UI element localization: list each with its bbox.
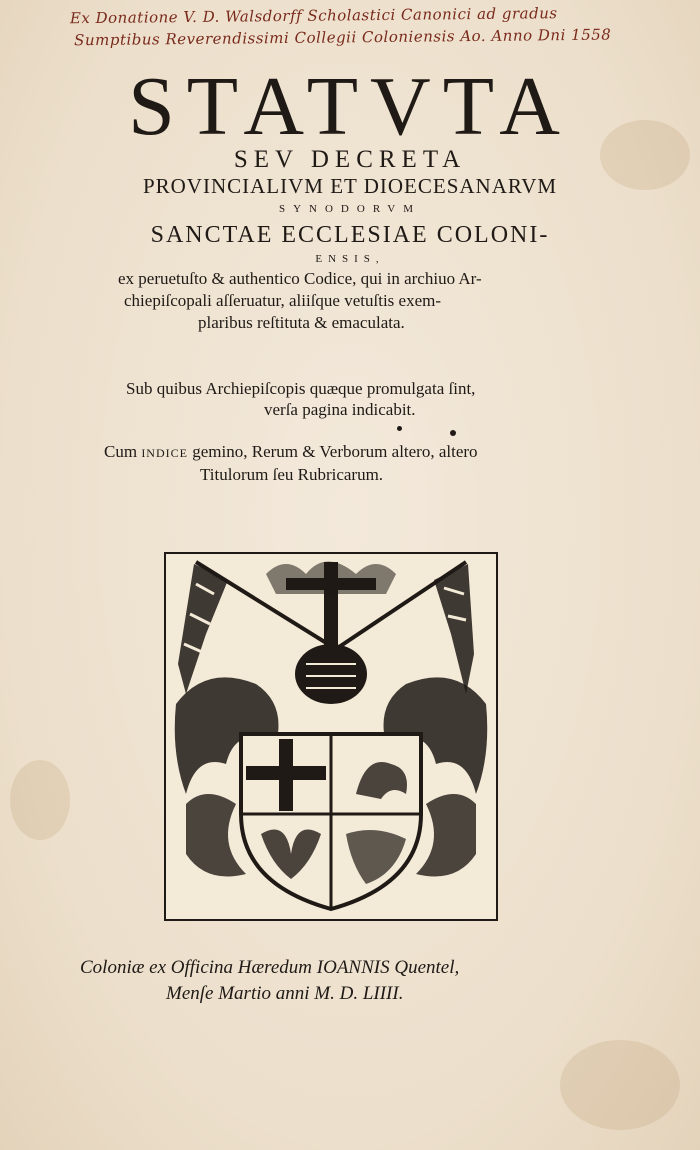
imprint <box>80 955 640 1007</box>
subtitle-line-3: SYNODORVM <box>278 203 422 215</box>
index-prefix: Cum <box>104 442 138 461</box>
imprint-line-1: Coloniæ ex Officina Hæredum IOANNIS Quentel, <box>80 957 460 978</box>
coat-of-arms-image <box>166 554 496 919</box>
manuscript-inscription <box>70 1 690 51</box>
description-line-3: plaribus reſtituta & emaculata. <box>198 313 405 332</box>
description-line-2: chiepiſcopali aſſeruatur, aliiſque vetuſtis exem- <box>124 291 442 310</box>
paper-stain <box>560 1040 680 1130</box>
description <box>118 268 598 334</box>
main-title: STATVTA <box>128 60 572 153</box>
index-line-1 <box>104 441 604 464</box>
coat-of-arms-woodcut <box>164 552 498 921</box>
inscription-line-1: Ex Donatione V. D. Walsdorff Scholastici Canonici ad gradus <box>69 4 558 28</box>
subtitle-line-2: PROVINCIALIVM ET DIOECESANARVM <box>142 174 558 198</box>
index-line-2: Titulorum ſeu Rubricarum. <box>200 465 384 484</box>
note-line-2: verſa pagina indicabit. <box>264 400 416 419</box>
subtitle-line-5: ENSIS, <box>315 253 385 265</box>
ink-spot <box>397 426 402 431</box>
subtitle-line-1: SEV DECRETA <box>233 146 467 173</box>
ink-spot <box>450 430 456 436</box>
note <box>126 378 596 420</box>
inscription-line-2: Sumptibus Reverendissimi Collegii Coloniensis Ao. Anno Dni 1558 <box>74 25 612 50</box>
subtitle-line-4: SANCTAE ECCLESIAE COLONI- <box>150 222 550 248</box>
imprint-line-2: Menſe Martio anni M. D. LIIII. <box>166 983 404 1004</box>
index-line-1-rest: gemino, Rerum & Verborum altero, altero <box>192 442 478 461</box>
index-smallcaps-word: INDICE <box>141 446 188 460</box>
paper-stain <box>10 760 70 840</box>
index-note <box>104 441 604 485</box>
description-line-1: ex peruetuſto & authentico Codice, qui in archiuo Ar- <box>118 269 482 288</box>
note-line-1: Sub quibus Archiepiſcopis quæque promulgata ſint, <box>126 379 476 398</box>
